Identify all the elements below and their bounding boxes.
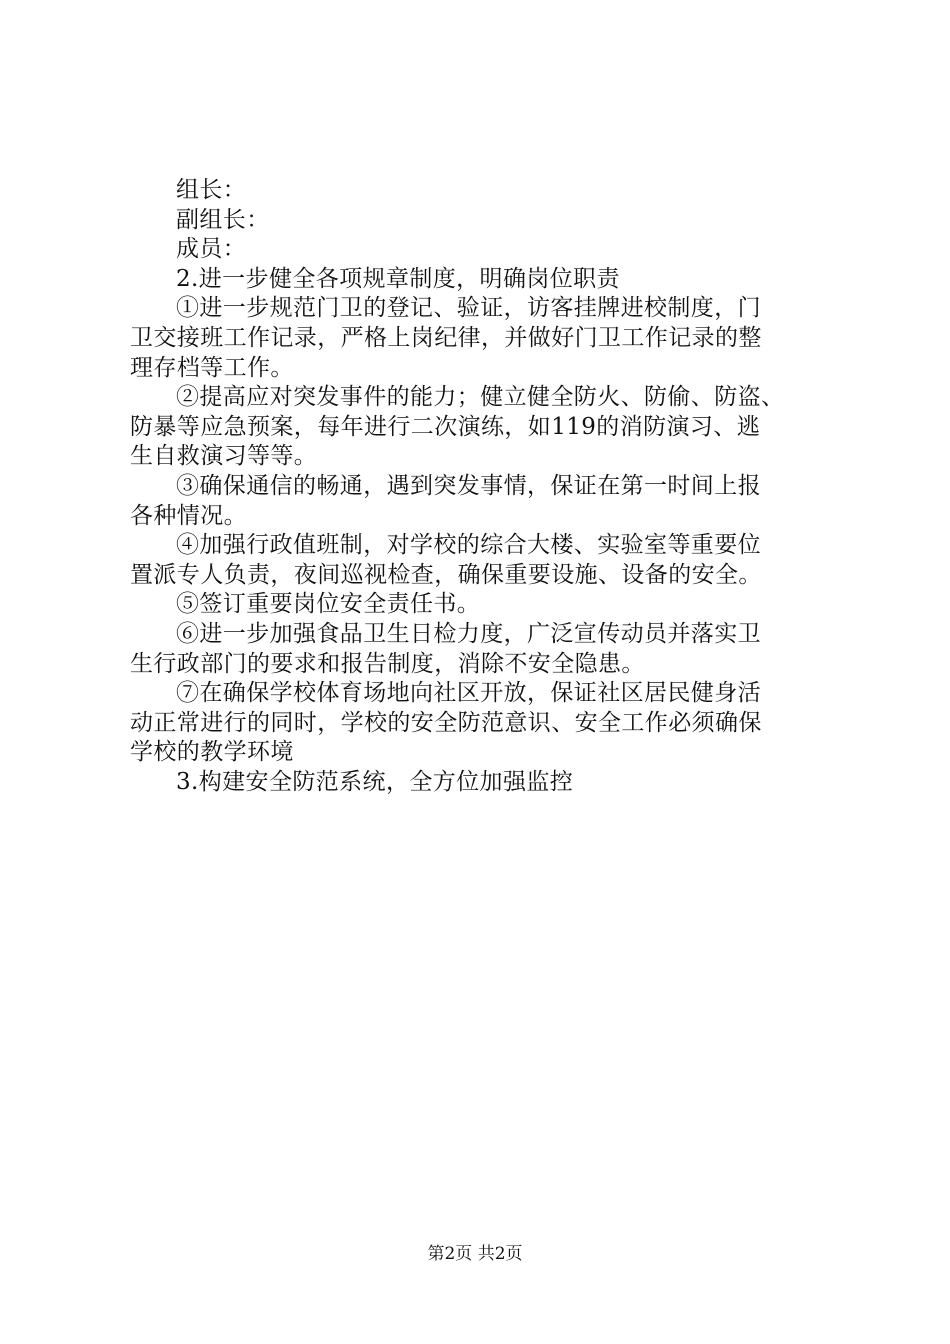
text-line: ④加强行政值班制，对学校的综合大楼、实验室等重要位	[176, 532, 761, 559]
text-line: 动正常进行的同时，学校的安全防范意识、安全工作必须确保	[130, 709, 762, 736]
text-line: 置派专人负责，夜间巡视检查，确保重要设施、设备的安全。	[130, 561, 762, 588]
text-line: ⑦在确保学校体育场地向社区开放，保证社区居民健身活	[176, 680, 761, 707]
text-line: 生行政部门的要求和报告制度，消除不安全隐患。	[130, 650, 645, 677]
section-heading: 2.进一步健全各项规章制度，明确岗位职责	[176, 265, 620, 292]
page-footer	[0, 1242, 950, 1266]
section-heading: 3.构建安全防范系统，全方位加强监控	[176, 768, 574, 795]
text-line: ①进一步规范门卫的登记、验证，访客挂牌进校制度，门	[176, 295, 761, 322]
document-body	[130, 176, 832, 797]
text-line: 卫交接班工作记录，严格上岗纪律，并做好门卫工作记录的整	[130, 324, 762, 351]
text-line: 成员：	[176, 236, 247, 263]
text-line: 学校的教学环境	[130, 739, 294, 766]
text-line: ⑤签订重要岗位安全责任书。	[176, 591, 481, 618]
text-line: 各种情况。	[130, 502, 247, 529]
text-line: ⑥进一步加强食品卫生日检力度，广泛宣传动员并落实卫	[176, 620, 761, 647]
text-line: ③确保通信的畅通，遇到突发事情，保证在第一时间上报	[176, 472, 761, 499]
page-number: 第2页 共2页	[427, 1244, 523, 1264]
text-line: 防暴等应急预案，每年进行二次演练，如119的消防演习、逃	[130, 413, 761, 440]
text-line: 组长：	[176, 177, 247, 203]
text-line: 副组长：	[176, 206, 270, 233]
text-line: ②提高应对突发事件的能力；健立健全防火、防偷、防盗、	[176, 384, 785, 411]
text-line: 生自救演习等等。	[130, 443, 318, 470]
text-line: 理存档等工作。	[130, 354, 294, 381]
